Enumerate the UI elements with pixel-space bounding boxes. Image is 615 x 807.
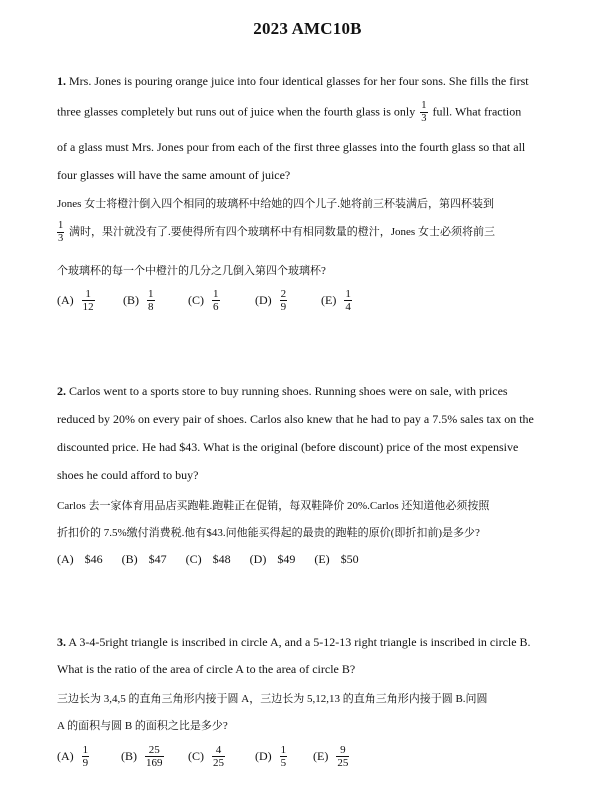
choice-c: [186, 552, 239, 566]
choice-b: [121, 744, 166, 769]
problem-1-text: full. What fraction: [432, 104, 522, 119]
choice-a: [57, 552, 111, 566]
problem-3-zh-text: A 的面积与圆 B 的面积之比是多少?: [57, 720, 228, 732]
choice-e: [314, 552, 366, 566]
fraction-numerator: 4: [212, 744, 225, 757]
problem-2-zh-line-1: [57, 497, 489, 513]
fraction-denominator: 169: [146, 757, 163, 769]
choice-label: (E): [314, 552, 330, 566]
problem-2-number: 2.: [57, 384, 66, 398]
problem-2-choices: [57, 552, 375, 567]
choice-label: (D): [249, 552, 267, 566]
choice-e: [321, 288, 354, 313]
problem-2-text: Carlos went to a sports store to buy running shoes. Running shoes were on sale, with prices: [69, 384, 508, 398]
choice-value: $47: [148, 552, 167, 566]
problem-1-text: Mrs. Jones is pouring orange juice into four identical glasses for her four sons. She fills the first: [69, 74, 529, 88]
problem-1-zh-text: 个玻璃杯的每一个中橙汁的几分之几倒入第四个玻璃杯?: [57, 265, 326, 277]
fraction-denominator: 3: [58, 233, 64, 244]
fraction-denominator: 6: [213, 301, 219, 313]
problem-1-line-4: [57, 168, 290, 183]
choice-fraction: [336, 744, 349, 769]
problem-1-line-3: [57, 140, 525, 155]
choice-label: (C): [185, 552, 202, 566]
choice-fraction: [82, 288, 95, 313]
choice-d: [250, 552, 304, 566]
fraction-numerator: 1: [345, 288, 351, 300]
problem-2-line-2: [57, 412, 534, 427]
choice-c: [188, 288, 222, 313]
choice-fraction: [145, 744, 164, 769]
choice-b: [123, 288, 157, 313]
choice-fraction: [280, 744, 288, 769]
fraction-denominator: 4: [345, 301, 351, 313]
choice-fraction: [147, 288, 155, 313]
choice-c: [188, 744, 227, 769]
choice-fraction: [82, 744, 90, 769]
choice-label: (E): [313, 749, 329, 763]
problem-1-text: four glasses will have the same amount of juice?: [57, 168, 291, 182]
choice-label: (C): [188, 749, 204, 763]
choice-a: [57, 744, 91, 769]
fraction-numerator: 1: [82, 744, 89, 756]
choice-d: [255, 744, 289, 769]
problem-1-number: 1.: [57, 74, 66, 88]
problem-3-text: What is the ratio of the area of circle A to the area of circle B?: [57, 662, 356, 676]
fraction-denominator: 5: [280, 757, 287, 769]
problem-2-line-3: [57, 440, 518, 455]
problem-2-zh-text: 折扣价的 7.5%缴付消费税.他有$43.问他能买得起的最贵的跑鞋的原价(即折扣前)是多少?: [57, 527, 480, 539]
problem-3-zh-line-2: [57, 717, 228, 733]
fraction-numerator: 1: [213, 288, 219, 300]
choice-value: $50: [340, 552, 359, 566]
problem-1-zh-text: 满时，果汁就没有了.要使得所有四个玻璃杯中有相同数量的橙汁，Jones 女士必须将前三: [69, 226, 495, 239]
fraction-denominator: 25: [213, 757, 224, 769]
inline-fraction: [420, 100, 427, 125]
choice-value: $46: [84, 552, 103, 566]
problem-2-text: shoes he could afford to buy?: [57, 468, 199, 482]
choice-d: [255, 288, 289, 313]
problem-1-line-2: [57, 100, 521, 125]
problem-2-text: reduced by 20% on every pair of shoes. Carlos also knew that he had to pay a 7.5% sales tax on the: [57, 412, 534, 426]
problem-1-text: three glasses completely but runs out of juice when the fourth glass is only: [57, 104, 416, 119]
choice-value: $48: [212, 552, 231, 566]
problem-1-zh-line-1: [57, 195, 494, 211]
fraction-numerator: 1: [148, 288, 154, 300]
fraction-denominator: 25: [337, 757, 349, 769]
problem-3-text: A 3-4-5right triangle is inscribed in circle A, and a 5-12-13 right triangle is inscribed in circle B.: [68, 635, 531, 649]
problem-2-zh-line-2: [57, 524, 480, 540]
problem-2-zh-text: Carlos 去一家体育用品店买跑鞋.跑鞋正在促销，每双鞋降价 20%.Carlos 还知道他必须按照: [57, 500, 490, 512]
fraction-numerator: 1: [58, 220, 64, 231]
fraction-denominator: 8: [148, 301, 154, 313]
problem-1-zh-line-2: [57, 220, 495, 245]
problem-2-text: discounted price. He had $43. What is the original (before discount) price of the most expensive: [57, 440, 519, 454]
fraction-numerator: 25: [145, 744, 164, 757]
page-title: 2023 AMC10B: [253, 19, 362, 38]
choice-label: (E): [321, 293, 337, 307]
inline-fraction: [57, 220, 64, 245]
problem-3-line-1: [57, 635, 531, 650]
choice-label: (B): [121, 749, 137, 763]
choice-b: [122, 552, 175, 566]
problem-3-zh-text: 三边长为 3,4,5 的直角三角形内接于圆 A，三边长为 5,12,13 的直角三角形内接于圆 B.问圆: [57, 693, 488, 705]
problem-1-zh-text: Jones 女士将橙汁倒入四个相同的玻璃杯中给她的四个儿子.她将前三杯装满后，第四杯装到: [57, 198, 494, 210]
fraction-denominator: 9: [82, 757, 89, 769]
fraction-numerator: 1: [421, 100, 427, 111]
problem-3-line-2: [57, 662, 355, 677]
choice-fraction: [344, 288, 352, 313]
choice-label: (A): [57, 552, 74, 566]
choice-label: (A): [57, 749, 74, 763]
choice-label: (B): [123, 293, 139, 307]
fraction-denominator: 3: [421, 113, 427, 124]
choice-label: (D): [255, 749, 272, 763]
fraction-denominator: 12: [82, 301, 94, 313]
fraction-denominator: 9: [280, 301, 287, 313]
problem-1-line-1: [57, 74, 529, 89]
problem-2-line-1: [57, 384, 508, 399]
choice-label: (C): [188, 293, 204, 307]
choice-e: [313, 744, 351, 769]
choice-fraction: [212, 744, 225, 769]
choice-value: $49: [277, 552, 296, 566]
choice-label: (B): [121, 552, 138, 566]
problem-1-text: of a glass must Mrs. Jones pour from each of the first three glasses into the fourth glass so that all: [57, 140, 526, 154]
fraction-numerator: 1: [82, 288, 95, 301]
fraction-numerator: 1: [280, 744, 287, 756]
choice-fraction: [212, 288, 220, 313]
fraction-numerator: 2: [280, 288, 287, 300]
choice-a: [57, 288, 97, 313]
choice-label: (A): [57, 293, 74, 307]
problem-3-number: 3.: [57, 635, 66, 649]
problem-3-zh-line-1: [57, 690, 488, 706]
choice-fraction: [280, 288, 288, 313]
choice-label: (D): [255, 293, 272, 307]
problem-2-line-4: [57, 468, 198, 483]
problem-1-zh-line-3: [57, 262, 326, 278]
fraction-numerator: 9: [336, 744, 349, 757]
